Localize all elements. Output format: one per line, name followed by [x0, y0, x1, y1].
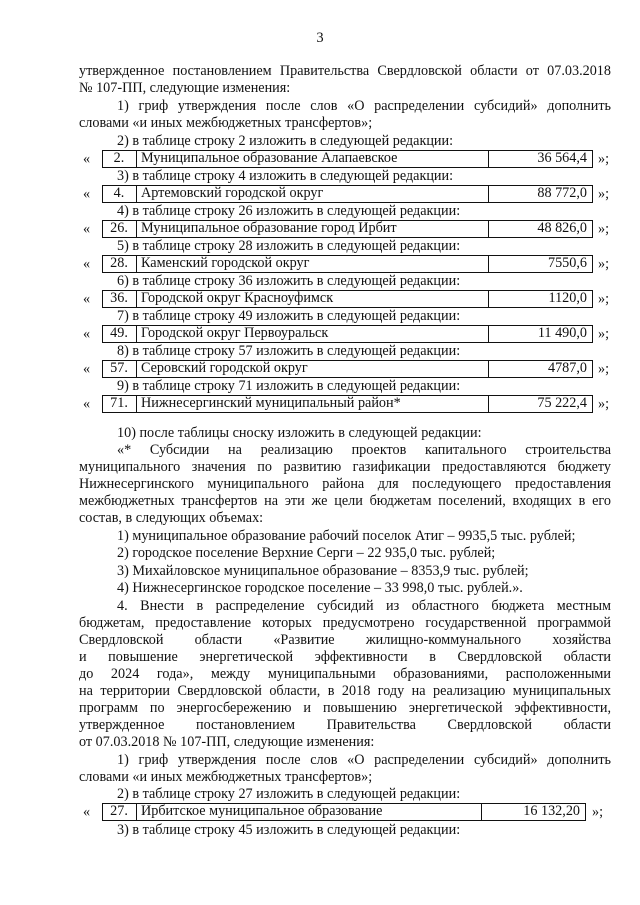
- intro-line-2: № 107-ПП, следующие изменения:: [79, 80, 291, 96]
- amendment-row: [0, 220, 640, 239]
- amendment-instruction: 8) в таблице строку 57 изложить в следующей редакции:: [117, 343, 461, 359]
- row-number: 26.: [102, 220, 137, 238]
- row-number: 28.: [102, 255, 137, 273]
- row-value: 4787,0: [488, 360, 593, 378]
- row-value: 7550,6: [488, 255, 593, 273]
- section4-line-1: 4. Внести в распределение субсидий из областного бюджета местным: [117, 598, 611, 614]
- amendment-instruction: 4) в таблице строку 26 изложить в следующей редакции:: [117, 203, 461, 219]
- footnote-line-5: состав, в следующих объемах:: [79, 510, 264, 526]
- open-quote: «: [83, 804, 91, 820]
- row-name: Муниципальное образование город Ирбит: [141, 220, 397, 236]
- section4-amendment-row: [0, 803, 640, 822]
- row-number: 2.: [102, 150, 137, 168]
- intro-line-1: утвержденное постановлением Правительства Свердловской области от 07.03.2018: [79, 63, 611, 79]
- open-quote: «: [83, 186, 91, 202]
- row-value: 16 132,20: [481, 803, 586, 821]
- amendment-instruction: 5) в таблице строку 28 изложить в следующей редакции:: [117, 238, 461, 254]
- footnote-line-4: межбюджетных трансфертов на эти же цели бюджетам поселений, входящих в его: [79, 493, 611, 509]
- open-quote: «: [83, 256, 91, 272]
- open-quote: «: [83, 291, 91, 307]
- row-name: Городской округ Первоуральск: [141, 325, 329, 341]
- row-name: Каменский городской округ: [141, 255, 310, 271]
- section4-line-4: и повышение энергетической эффективности в Свердловской области: [79, 649, 611, 665]
- section4-amendment-instruction: 2) в таблице строку 27 изложить в следующей редакции:: [117, 786, 461, 802]
- open-quote: «: [83, 361, 91, 377]
- amendment-instruction: 3) в таблице строку 4 изложить в следующей редакции:: [117, 168, 454, 184]
- amendment-instruction: 9) в таблице строку 71 изложить в следующей редакции:: [117, 378, 461, 394]
- section4-line-5: до 2024 года», между муниципальными образованиями, расположенными: [79, 666, 611, 682]
- row-number: 57.: [102, 360, 137, 378]
- row-number: 27.: [102, 803, 137, 821]
- section4-line-2: бюджетам, предоставление которых предусмотрено государственной программой: [79, 615, 611, 631]
- amendment-instruction: 6) в таблице строку 36 изложить в следующей редакции:: [117, 273, 461, 289]
- section4-line-9: от 07.03.2018 № 107-ПП, следующие изменения:: [79, 734, 375, 750]
- row-number: 71.: [102, 395, 137, 413]
- close-quote: »;: [598, 256, 610, 272]
- row-name: Нижнесергинский муниципальный район*: [141, 395, 401, 411]
- row-name: Городской округ Красноуфимск: [141, 290, 334, 306]
- row-value: 11 490,0: [488, 325, 593, 343]
- section4-next-instruction: 3) в таблице строку 45 изложить в следующей редакции:: [117, 822, 461, 838]
- open-quote: «: [83, 326, 91, 342]
- footnote-line-2: муниципального значения по развитию газификации предоставляются бюджету: [79, 459, 611, 475]
- row-value: 1120,0: [488, 290, 593, 308]
- close-quote: »;: [598, 291, 610, 307]
- row-number: 36.: [102, 290, 137, 308]
- close-quote: »;: [598, 151, 610, 167]
- amendment-row: [0, 255, 640, 274]
- amendment-row: [0, 325, 640, 344]
- section4-item1-line-2: словами «и иных межбюджетных трансфертов»;: [79, 769, 373, 785]
- section4-line-3: Свердловской области «Развитие жилищно-коммунального хозяйства: [79, 632, 611, 648]
- section4-item1-line-1: 1) гриф утверждения после слов «О распределении субсидий» дополнить: [117, 752, 611, 768]
- amendment-row: [0, 360, 640, 379]
- amendment-row: [0, 150, 640, 169]
- close-quote: »;: [598, 326, 610, 342]
- intro-line-3: 1) гриф утверждения после слов «О распределении субсидий» дополнить: [117, 98, 611, 114]
- close-quote: »;: [598, 396, 610, 412]
- footnote-item-2: 2) городское поселение Верхние Серги – 22 935,0 тыс. рублей;: [117, 545, 496, 561]
- row-name: Ирбитское муниципальное образование: [141, 803, 383, 819]
- close-quote: »;: [598, 361, 610, 377]
- row-number: 4.: [102, 185, 137, 203]
- section4-line-8: утвержденное постановлением Правительства Свердловской области: [79, 717, 611, 733]
- row-value: 88 772,0: [488, 185, 593, 203]
- row-name: Серовский городской округ: [141, 360, 308, 376]
- amendment-instruction: 2) в таблице строку 2 изложить в следующей редакции:: [117, 133, 454, 149]
- section4-line-6: на территории Свердловской области, в 2018 году на реализацию муниципальных: [79, 683, 611, 699]
- close-quote: »;: [598, 221, 610, 237]
- row-name: Артемовский городской округ: [141, 185, 324, 201]
- footnote-item-3: 3) Михайловское муниципальное образование – 8353,9 тыс. рублей;: [117, 563, 529, 579]
- close-quote: »;: [592, 804, 604, 820]
- footnote-line-3: Нижнесергинского муниципального района для последующего предоставления: [79, 476, 611, 492]
- row-value: 75 222,4: [488, 395, 593, 413]
- row-value: 48 826,0: [488, 220, 593, 238]
- page-number: 3: [316, 30, 324, 46]
- open-quote: «: [83, 221, 91, 237]
- row-name: Муниципальное образование Алапаевское: [141, 150, 398, 166]
- row-number: 49.: [102, 325, 137, 343]
- open-quote: «: [83, 396, 91, 412]
- intro-line-4: словами «и иных межбюджетных трансфертов»;: [79, 115, 373, 131]
- footnote-line-1: «* Субсидии на реализацию проектов капитального строительства: [117, 442, 611, 458]
- open-quote: «: [83, 151, 91, 167]
- close-quote: »;: [598, 186, 610, 202]
- amendment-row: [0, 290, 640, 309]
- footnote-item-4: 4) Нижнесергинское городское поселение – 33 998,0 тыс. рублей.».: [117, 580, 523, 596]
- footnote-item-1: 1) муниципальное образование рабочий поселок Атиг – 9935,5 тыс. рублей;: [117, 528, 576, 544]
- row-value: 36 564,4: [488, 150, 593, 168]
- footnote-instruction: 10) после таблицы сноску изложить в следующей редакции:: [117, 425, 482, 441]
- amendment-row: [0, 395, 640, 414]
- amendment-row: [0, 185, 640, 204]
- section4-line-7: программ по энергосбережению и повышению энергетической эффективности,: [79, 700, 611, 716]
- amendment-instruction: 7) в таблице строку 49 изложить в следующей редакции:: [117, 308, 461, 324]
